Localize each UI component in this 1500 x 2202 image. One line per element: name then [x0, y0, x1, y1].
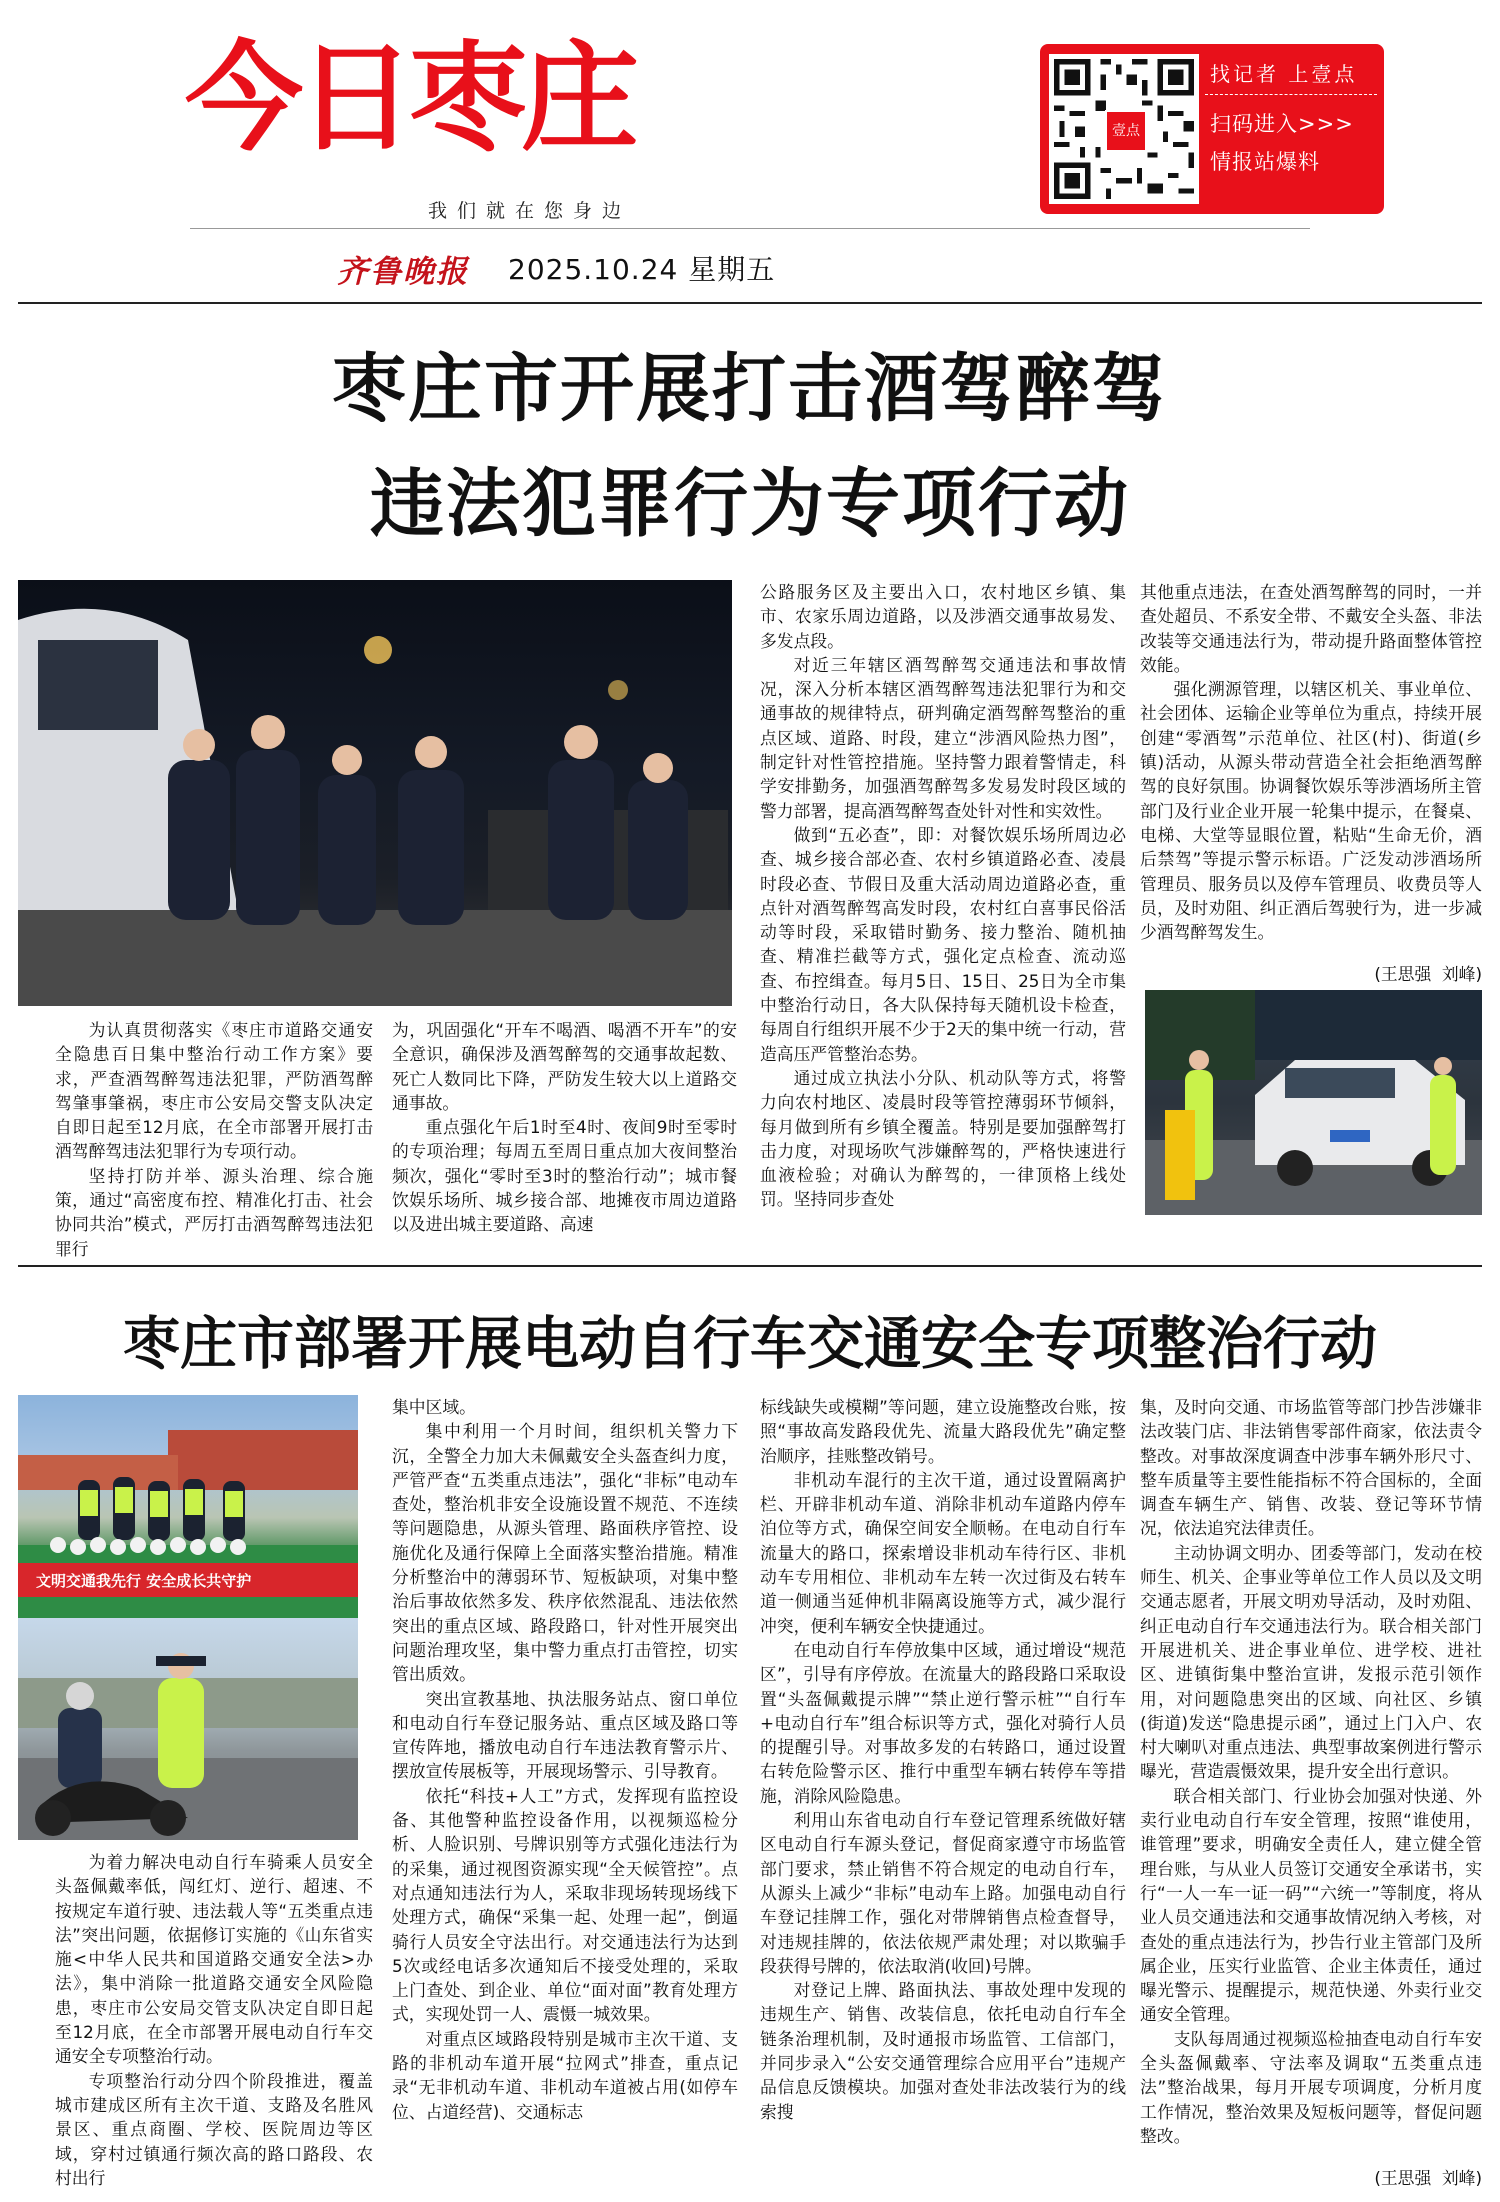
article2-byline: (王思强 刘峰) — [1374, 2168, 1482, 2188]
article2-column-4 — [1140, 1395, 1482, 2165]
article1-column-1 — [55, 1018, 373, 1259]
paragraph: 集，及时向交通、市场监管等部门抄告涉嫌非法改装门店、非法销售零部件商家，依法责令整改。对事故深度调查中涉事车辆外形尺寸、整车质量等主要性能指标不符合国标的，全面调查车辆生产、销售、改装、登记等环节情况，依法追究法律责任。 — [1140, 1397, 1482, 1539]
paragraph: 对登记上牌、路面执法、事故处理中发现的违规生产、销售、改装信息，依托电动自行车全链条治理机制，及时通报市场监管、工信部门，并同步录入“公安交通管理综合应用平台”违规产品信息反馈模块。加强对查处非法改装行为的线索搜 — [760, 1980, 1126, 2122]
paragraph: 强化溯源管理，以辖区机关、事业单位、社会团体、运输企业等单位为重点，持续开展创建“零酒驾”示范单位、社区(村)、街道(乡镇)活动，从源头带动营造全社会拒绝酒驾醉驾的良好氛围。协调餐饮娱乐等涉酒场所主管部门及行业企业开展一轮集中提示，在餐桌、电梯、大堂等显眼位置，粘贴“生命无价，酒后禁驾”等提示警示标语。广泛发动涉酒场所管理员、服务员以及停车管理员、收费员等人员，及时劝阻、纠正酒后驾驶行为，进一步减少酒驾醉驾发生。 — [1140, 679, 1482, 943]
qr-app-logo: 壹点 — [1105, 110, 1147, 152]
section-rule — [18, 1265, 1482, 1267]
paragraph: 依托“科技+人工”方式，发挥现有监控设备、其他警种监控设备作用，以视频巡检分析、人脸识别、号牌识别等方式强化违法行为的采集，通过视图资源实现“全天候管控”。点对点通知违法行为人，采取非现场转现场线下处理方式，确保“采集一起、处理一起”，倒逼骑行人员安全守法出行。对交通违法行为达到5次或经电话多次通知后不接受处理的，采取上门查处、到企业、单位“面对面”教育处理方式，实现处罚一人、震慑一城效果。 — [392, 1785, 738, 2025]
paragraph: 其他重点违法，在查处酒驾醉驾的同时，一并查处超员、不系安全带、不戴安全头盔、非法改装等交通违法行为，带动提升路面整体管控效能。 — [1140, 582, 1482, 675]
article1-headline-line1: 枣庄市开展打击酒驾醉驾 — [332, 346, 1168, 432]
paragraph: 非机动车混行的主次干道，通过设置隔离护栏、开辟非机动车道、消除非机动车道路内停车泊位等方式，确保空间安全顺畅。在电动自行车流量大的路口，探索增设非机动车待行区、非机动车专用相位、非机动车左转一次过街及右转车道一侧通当延伸机非隔离设施等方式，减少混行冲突，便利车辆安全快捷通过。 — [760, 1469, 1126, 1636]
paper-name: 齐鲁晚报 — [337, 254, 469, 290]
paragraph: 通过成立执法小分队、机动队等方式，将警力向农村地区、凌晨时段等管控薄弱环节倾斜，每月做到所有乡镇全覆盖。特别是要加强醉驾打击力度，对现场吹气涉嫌醉驾的，严格快速进行血液检验；对确认为醉驾的，一律顶格上线处罚。坚持同步查处 — [760, 1067, 1126, 1210]
paragraph: 对重点区域路段特别是城市主次干道、支路的非机动车道开展“拉网式”排查，重点记录“无非机动车道、非机动车道被占用(如停车位、占道经营)、交通标志 — [392, 2028, 738, 2122]
paragraph: 主动协调文明办、团委等部门，发动在校师生、机关、企事业等单位工作人员以及文明交通志愿者，开展文明劝导活动，及时劝阻、纠正电动自行车交通违法行为。联合相关部门开展进机关、进企事业单位、进学校、进社区、进镇街集中整治宣讲，发报示范引领作用，对问题隐患突出的区域、向社区、乡镇(街道)发送“隐患提示函”，通过上门入户、农村大喇叭对重点违法、典型事故案例进行警示曝光，营造震慑效果，提升安全出行意识。 — [1140, 1542, 1482, 1782]
article2-photo-safety-event — [18, 1395, 358, 1618]
paragraph: 专项整治行动分四个阶段推进，覆盖城市建成区所有主次干道、支路及名胜风景区、重点商圈、学校、医院周边等区域，穿村过镇通行频次高的路口路段、农村出行 — [55, 2070, 373, 2188]
article1-column-3 — [760, 580, 1126, 1252]
paragraph: 为，巩固强化“开车不喝酒、喝酒不开车”的安全意识，确保涉及酒驾醉驾的交通事故起数、死亡人数同比下降，严防发生较大以上道路交通事故。 — [392, 1020, 737, 1113]
qr-caption-scan[interactable]: 扫码进入>>> — [1210, 112, 1354, 136]
paragraph: 公路服务区及主要出入口，农村地区乡镇、集市、农家乐周边道路，以及涉酒交通事故易发、多发点段。 — [760, 582, 1126, 651]
article1-headline-line2: 违法犯罪行为专项行动 — [370, 461, 1130, 547]
article2-column-1 — [55, 1850, 373, 2190]
issue-date: 2025.10.24 星期五 — [508, 253, 776, 286]
article1-photo-police-checkpoint — [18, 580, 732, 1006]
paragraph: 重点强化午后1时至4时、夜间9时至零时的专项治理；每周五至周日重点加大夜间整治频次，强化“零时至3时的整治行动”；城市餐饮娱乐场所、城乡接合部、地摊夜市周边道路以及进出城主要道路、高速 — [392, 1117, 737, 1235]
paragraph: 标线缺失或模糊”等问题，建立设施整改台账，按照“事故高发路段优先、流量大路段优先”确定整治顺序，挂账整改销号。 — [760, 1397, 1126, 1466]
article2-photo-helmet-check — [18, 1618, 358, 1840]
qr-caption-tips: 情报站爆料 — [1210, 150, 1320, 174]
article2-photo-banner: 文明交通我先行 安全成长共守护 — [36, 1572, 252, 1590]
paragraph: 为认真贯彻落实《枣庄市道路交通安全隐患百日集中整治行动工作方案》要求，严查酒驾醉驾违法犯罪，严防酒驾醉驾肇事肇祸，枣庄市公安局交警支队决定自即日起至12月底，在全市部署开展打击酒驾醉驾违法犯罪行为专项行动。 — [55, 1020, 373, 1162]
paragraph: 坚持打防并举、源头治理、综合施策，通过“高密度布控、精准化打击、社会协同共治”模式，严厉打击酒驾醉驾违法犯罪行 — [55, 1165, 373, 1259]
masthead-divider — [190, 228, 1310, 229]
masthead-title: 今日枣庄 — [185, 29, 634, 167]
paragraph: 做到“五必查”，即：对餐饮娱乐场所周边必查、城乡接合部必查、农村乡镇道路必查、凌晨时段必查、节假日及重大活动周边道路必查，重点针对酒驾醉驾高发时段，农村红白喜事民俗活动等时段，采取错时勤务、接力整治、随机抽查、精准拦截等方式，强化定点检查、流动巡查、布控缉查。每月5日、15日、25日为全市集中整治行动日，各大队保持每天随机设卡检查，每周自行组织开展不少于2天的集中统一行动，营造高压严管整治态势。 — [760, 824, 1126, 1064]
masthead-slogan: 我们就在您身边 — [428, 200, 632, 222]
paragraph: 为着力解决电动自行车骑乘人员安全头盔佩戴率低，闯红灯、逆行、超速、不按规定车道行驶、违法载人等“五类重点违法”突出问题，依据修订实施的《山东省实施<中华人民共和国道路交通安全法>办法》，集中消除一批道路交通安全风险隐患，枣庄市公安局交管支队决定自即日起至12月底，在全市部署开展电动自行车交通安全专项整治行动。 — [55, 1852, 373, 2067]
article1-column-4 — [1140, 580, 1482, 960]
paragraph: 对近三年辖区酒驾醉驾交通违法和事故情况，深入分析本辖区酒驾醉驾违法犯罪行为和交通事故的规律特点，研判确定酒驾醉驾整治的重点区域、道路、时段，建立“涉酒风险热力图”，制定针对性管控措施。坚持警力跟着警情走，科学安排勤务，加强酒驾醉驾多发易发时段区域的警力部署，提高酒驾醉驾查处针对性和实效性。 — [760, 654, 1126, 821]
article2-column-2 — [392, 1395, 738, 2190]
qr-caption-divider — [1205, 94, 1377, 95]
paragraph: 集中区域。 — [392, 1397, 476, 1417]
paragraph: 联合相关部门、行业协会加强对快递、外卖行业电动自行车安全管理，按照“谁使用，谁管理”要求，明确安全责任人，建立健全管理台账，与从业人员签订交通安全承诺书，实行“一人一车一证一码”“六统一”等制度，将从业人员交通违法和交通事故情况纳入考核，对查处的重点违法行为，抄告行业主管部门及所属企业，压实行业监管、企业主体责任，通过曝光警示、提醒提示，规范快递、外卖行业交通安全管理。 — [1140, 1785, 1482, 2025]
top-rule — [18, 302, 1482, 304]
article1-photo-checkpoint-car — [1145, 990, 1482, 1215]
article2-headline: 枣庄市部署开展电动自行车交通安全专项整治行动 — [123, 1310, 1377, 1377]
paragraph: 集中利用一个月时间，组织机关警力下沉，全警全力加大未佩戴安全头盔查纠力度，严管严查“五类重点违法”，强化“非标”电动车查处，整治机非安全设施设置不规范、不连续等问题隐患，从源头管理、路面秩序管控、设施优化及通行保障上全面落实整治措施。精准分析整治中的薄弱环节、短板缺项，对集中整治后事故依然多发、秩序依然混乱、违法依然突出的重点区域、路段路口，针对性开展突出问题治理攻坚，集中警力重点打击管控，切实管出质效。 — [392, 1421, 738, 1685]
paragraph: 利用山东省电动自行车登记管理系统做好辖区电动自行车源头登记，督促商家遵守市场监管部门要求，禁止销售不符合规定的电动自行车，从源头上减少“非标”电动车上路。加强电动自行车登记挂牌工作，强化对带牌销售点检查督导，对违规挂牌的，依法依规严肃处理；对以欺骗手段获得号牌的，依法取消(收回)号牌。 — [760, 1810, 1126, 1976]
paragraph: 在电动自行车停放集中区域，通过增设“规范区”，引导有序停放。在流量大的路段路口采取设置“头盔佩戴提示牌”“禁止逆行警示桩”“自行车+电动自行车”组合标识等方式，强化对骑行人员的提醒引导。对事故多发的右转路口，通过设置右转危险警示区、推行中重型车辆右转停车等措施，消除风险隐患。 — [760, 1639, 1126, 1806]
article2-column-3 — [760, 1395, 1126, 2190]
paragraph: 突出宣教基地、执法服务站点、窗口单位和电动自行车登记服务站、重点区域及路口等宣传阵地，播放电动自行车违法教育警示片、摆放宣传展板等，开展现场警示、引导教育。 — [392, 1688, 738, 1782]
article1-column-2 — [392, 1018, 737, 1248]
qr-caption-reporter: 找记者 上壹点 — [1210, 62, 1358, 86]
article1-byline: (王思强 刘峰) — [1374, 964, 1482, 984]
paragraph: 支队每周通过视频巡检抽查电动自行车安全头盔佩戴率、守法率及调取“五类重点违法”整治战果，每月开展专项调度，分析月度工作情况，整治效果及短板问题等，督促问题整改。 — [1140, 2028, 1482, 2146]
